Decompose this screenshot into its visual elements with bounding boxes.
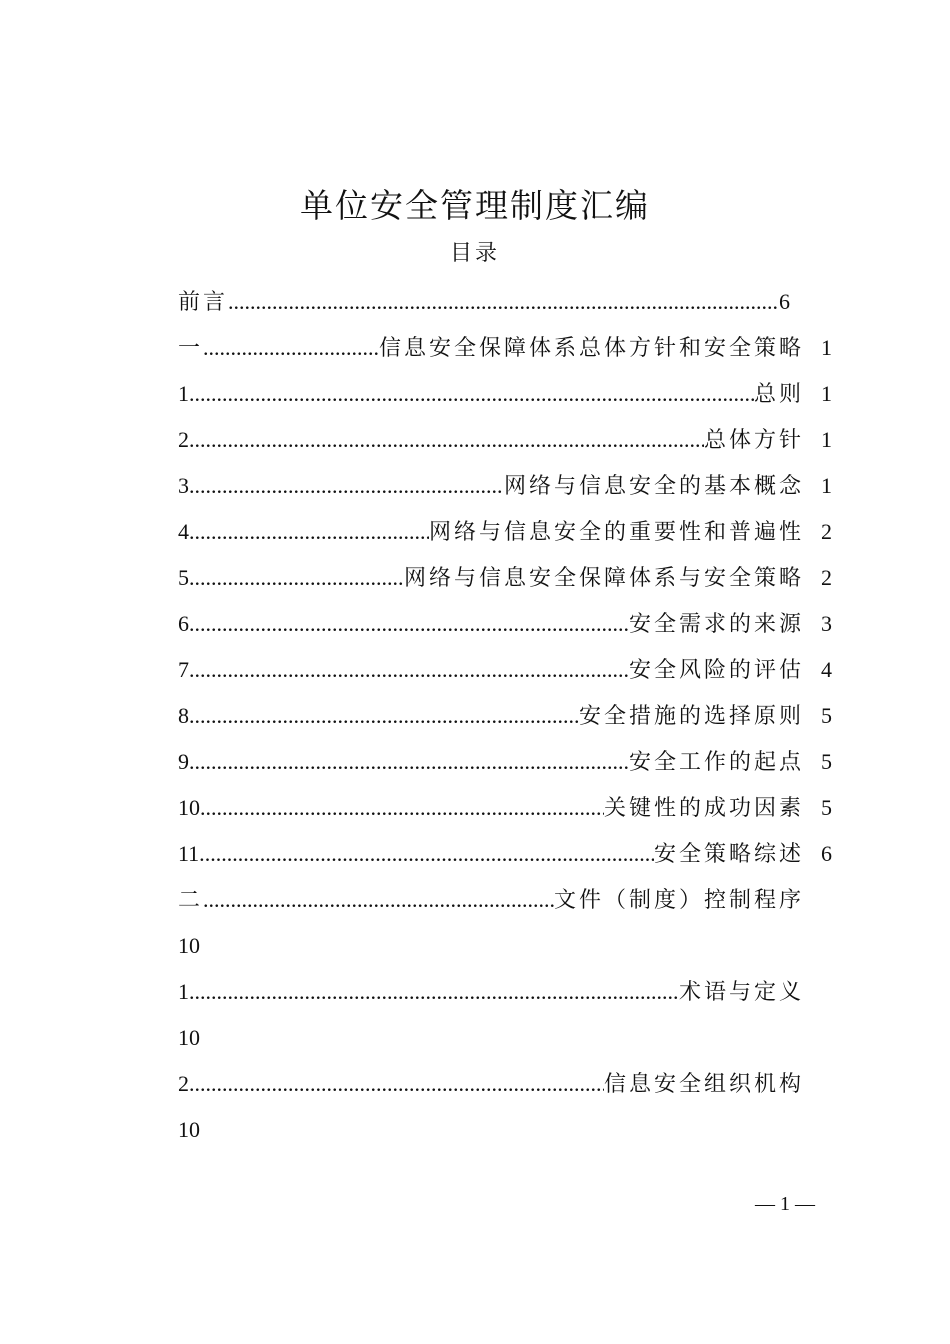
toc-entry-page: 1 — [821, 381, 832, 406]
toc-entry-title: 关键性的成功因素 — [603, 796, 804, 821]
toc-entry-number: 二 — [178, 888, 204, 913]
toc-entry-title: 安全需求的来源 — [628, 612, 804, 637]
toc-entry-number: 7. — [178, 657, 195, 682]
toc-entry-preface[interactable] — [178, 279, 832, 325]
toc-dot-leader — [195, 739, 629, 785]
toc-entry-page: 6 — [779, 289, 790, 314]
toc-dot-leader — [195, 371, 754, 417]
toc-entry-number: 6. — [178, 611, 195, 636]
toc-entry[interactable] — [178, 831, 832, 877]
toc-entry-title: 安全措施的选择原则 — [578, 704, 804, 729]
toc-dot-leader — [195, 1061, 604, 1107]
toc-entry[interactable] — [178, 325, 832, 371]
toc-dot-leader — [195, 969, 679, 1015]
toc-entry-page: 10 — [178, 1025, 200, 1050]
toc-entry-page: 5 — [821, 749, 832, 774]
toc-entry-page: 6 — [821, 841, 832, 866]
toc-entry-number: 1. — [178, 979, 195, 1004]
toc-entry-title: 信息安全保障体系总体方针和安全策略 — [378, 336, 804, 361]
toc-entry-title: 总体方针 — [703, 428, 804, 453]
toc-dot-leader — [195, 417, 704, 463]
toc-dot-leader — [195, 509, 429, 555]
toc-entry-page: 2 — [821, 565, 832, 590]
table-of-contents — [178, 279, 832, 1153]
toc-entry[interactable] — [178, 417, 832, 463]
toc-entry-page: 3 — [821, 611, 832, 636]
toc-entry-number: 11. — [178, 841, 205, 866]
toc-entry-title: 安全工作的起点 — [628, 750, 804, 775]
document-title: 单位安全管理制度汇编 — [300, 186, 650, 225]
toc-dot-leader — [195, 693, 579, 739]
toc-entry-title: 安全风险的评估 — [628, 658, 804, 683]
toc-entry-number: 2. — [178, 1071, 195, 1096]
toc-entry[interactable] — [178, 371, 832, 417]
toc-entry-page: 4 — [821, 657, 832, 682]
toc-entry-page: 10 — [178, 933, 200, 958]
toc-entry-number: 3. — [178, 473, 195, 498]
toc-entry-title: 信息安全组织机构 — [603, 1072, 804, 1097]
toc-entry-title: 安全策略综述 — [653, 842, 804, 867]
toc-dot-leader — [195, 463, 504, 509]
toc-entry-title: 网络与信息安全保障体系与安全策略 — [403, 566, 804, 591]
toc-entry-number: 1. — [178, 381, 195, 406]
toc-entry-title: 总则 — [753, 382, 804, 407]
toc-entry-number: 4. — [178, 519, 195, 544]
toc-entry-title: 文件（制度）控制程序 — [553, 888, 804, 913]
toc-entry[interactable] — [178, 509, 832, 555]
toc-entry-page: 5 — [821, 795, 832, 820]
toc-entry[interactable] — [178, 877, 832, 923]
toc-entry[interactable] — [178, 601, 832, 647]
toc-entry-title: 网络与信息安全的基本概念 — [503, 474, 804, 499]
toc-dot-leader — [205, 831, 654, 877]
toc-entry-title: 术语与定义 — [678, 980, 804, 1005]
toc-dot-leader — [203, 877, 554, 923]
toc-entry[interactable] — [178, 739, 832, 785]
toc-entry-number: 9. — [178, 749, 195, 774]
toc-entry-page: 2 — [821, 519, 832, 544]
toc-entry-label: 前言 — [178, 290, 229, 315]
toc-entry-page: 10 — [178, 1117, 200, 1142]
toc-entry-number: 一 — [178, 336, 204, 361]
toc-entry-page: 1 — [821, 427, 832, 452]
toc-entry[interactable] — [178, 1061, 832, 1107]
toc-entry[interactable] — [178, 969, 832, 1015]
toc-heading: 目录 — [449, 241, 500, 266]
toc-dot-leader — [195, 647, 629, 693]
toc-entry[interactable] — [178, 693, 832, 739]
toc-entry-number: 5. — [178, 565, 195, 590]
toc-entry-number: 10. — [178, 795, 206, 820]
toc-entry-number: 8. — [178, 703, 195, 728]
toc-entry[interactable] — [178, 785, 832, 831]
toc-entry[interactable] — [178, 555, 832, 601]
toc-entry[interactable] — [178, 647, 832, 693]
toc-dot-leader — [195, 555, 404, 601]
toc-dot-leader — [228, 279, 779, 325]
toc-dot-leader — [195, 601, 629, 647]
toc-entry-page: 1 — [821, 335, 832, 360]
toc-entry-number: 2. — [178, 427, 195, 452]
toc-entry-title: 网络与信息安全的重要性和普遍性 — [428, 520, 804, 545]
toc-dot-leader — [203, 325, 379, 371]
toc-entry-page: 5 — [821, 703, 832, 728]
toc-entry[interactable] — [178, 463, 832, 509]
toc-entry-page: 1 — [821, 473, 832, 498]
toc-dot-leader — [206, 785, 604, 831]
page-number-footer: — 1 — — [755, 1193, 815, 1215]
